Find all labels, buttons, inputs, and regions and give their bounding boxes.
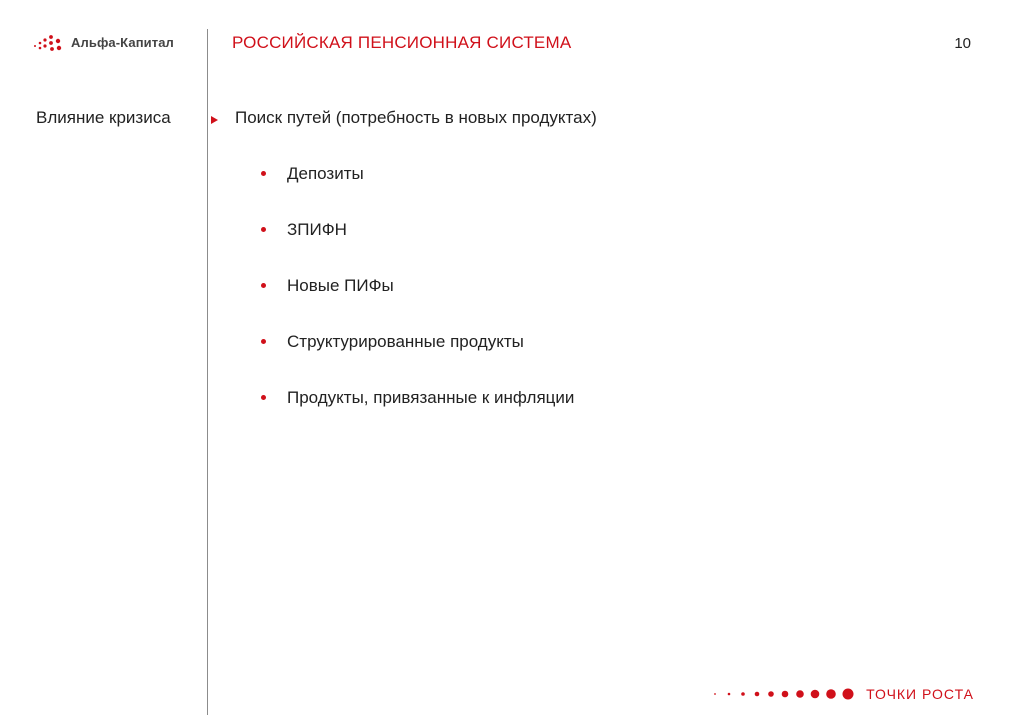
bullet-dot-icon [261, 283, 266, 288]
company-logo [32, 32, 174, 52]
footer-tagline-text: ТОЧКИ РОСТА [866, 686, 974, 702]
vertical-divider [207, 29, 208, 715]
triangle-bullet-icon [211, 116, 218, 124]
list-item-text: ЗПИФН [287, 220, 347, 239]
list-item [261, 276, 574, 332]
list-item [261, 220, 574, 276]
section-label: Влияние кризиса [36, 108, 171, 127]
list-item [261, 388, 574, 444]
list-item-text: Депозиты [287, 164, 364, 183]
list-item [261, 164, 574, 220]
main-point [211, 108, 597, 128]
bullet-dot-icon [261, 339, 266, 344]
list-item-text: Новые ПИФы [287, 276, 394, 295]
list-item-text: Структурированные продукты [287, 332, 524, 351]
footer-tagline [712, 686, 974, 702]
dots-logo-icon [32, 32, 66, 52]
bullet-dot-icon [261, 171, 266, 176]
list-item [261, 332, 574, 388]
growth-dots-icon [712, 686, 856, 702]
main-point-text: Поиск путей (потребность в новых продуктах) [235, 108, 597, 127]
bullet-dot-icon [261, 395, 266, 400]
product-list [261, 164, 574, 444]
bullet-dot-icon [261, 227, 266, 232]
logo-text: Альфа-Капитал [71, 34, 174, 50]
page-title: РОССИЙСКАЯ ПЕНСИОННАЯ СИСТЕМА [232, 33, 572, 52]
page-number: 10 [954, 35, 971, 52]
list-item-text: Продукты, привязанные к инфляции [287, 388, 575, 407]
